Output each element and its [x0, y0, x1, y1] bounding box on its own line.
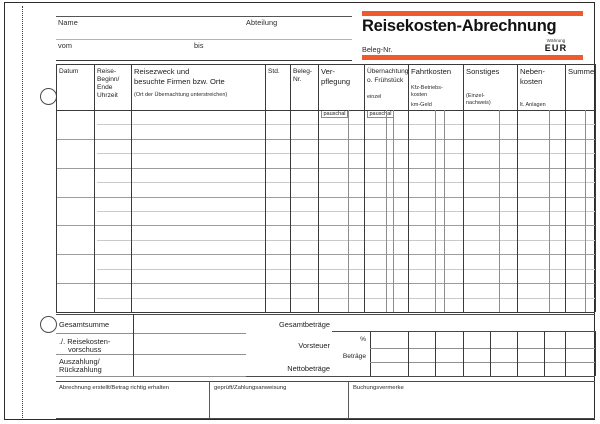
grid-line: [499, 110, 500, 312]
col-header-summe: Summe: [568, 67, 595, 76]
punch-hole-top: [40, 88, 57, 105]
col-header-fahrtkosten-s1: Kfz-Betriebs-: [411, 85, 443, 91]
col-header-uebernachtung-pauschal: pauschal: [367, 102, 394, 120]
col-header-zweck-note: (Ort der Übernachtung unterstreichen): [134, 92, 228, 98]
col-header-reisezeit-l1: Reise-: [97, 68, 117, 75]
footer-divider: [209, 381, 210, 418]
col-header-beleg-l1: Beleg-: [293, 68, 313, 75]
footer-label-geprueft: geprüft/Zahlungsanweisung: [214, 385, 287, 391]
grid-line: [56, 283, 595, 284]
col-header-sonstiges: Sonstiges: [466, 67, 500, 76]
summary-label-gesamtsumme: Gesamtsumme: [59, 320, 110, 329]
summary-label-vorschuss-l1: ./. Reisekosten-: [59, 337, 111, 346]
grid-line: [517, 64, 518, 312]
label-name: Name: [58, 18, 78, 27]
summary-label-nettobetraege: Nettobeträge: [287, 364, 330, 373]
grid-line: [435, 110, 436, 312]
grid-line: [97, 298, 595, 299]
grid-line: [56, 312, 595, 313]
summary-left-rule: [56, 354, 246, 355]
accent-bar-bottom: [362, 55, 583, 60]
tax-col-rule: [463, 331, 464, 376]
summary-left-rule: [56, 376, 246, 377]
tax-row-rule: [370, 348, 595, 349]
grid-line: [97, 124, 595, 125]
footer-block: [56, 381, 595, 419]
footer-divider: [348, 381, 349, 418]
grid-line: [463, 64, 464, 312]
col-header-uebernachtung-l1: Übernachtung: [367, 68, 409, 75]
grid-line: [97, 153, 595, 154]
grid-line: [364, 64, 365, 312]
col-header-zweck-l2: besuchte Firmen bzw. Orte: [134, 77, 225, 86]
col-header-nebenkosten-s1: lt. Anlagen: [520, 102, 546, 108]
grid-line: [56, 139, 595, 140]
summary-right-top: [246, 314, 595, 315]
col-header-verpflegung-l2: pflegung: [321, 77, 351, 86]
col-header-reisezeit-l3: Ende: [97, 84, 113, 91]
summary-label-percent: %: [360, 336, 366, 343]
page-title: Reisekosten-Abrechnung: [362, 17, 557, 35]
grid-line: [549, 110, 550, 312]
grid-line: [56, 64, 57, 312]
grid-line: [348, 110, 349, 312]
label-vom: vom: [58, 41, 73, 50]
name-rule: [56, 16, 352, 17]
title-block: [356, 2, 595, 62]
col-header-fahrtkosten: Fahrtkosten: [411, 67, 452, 76]
grid-line: [131, 64, 132, 312]
grid-line: [444, 110, 445, 312]
tax-grid-left: [370, 331, 371, 376]
summary-left-rule: [56, 314, 246, 315]
summary-label-betraege: Beträge: [342, 353, 366, 360]
header-fields: [56, 6, 352, 62]
footer-bottom-rule: [56, 418, 595, 419]
col-header-sonstiges-s1: (Einzel-: [466, 93, 485, 99]
summary-block: [56, 314, 595, 380]
tax-col-rule: [490, 331, 491, 376]
col-header-fahrtkosten-s3: km-Geld: [411, 102, 432, 108]
grid-line: [97, 269, 595, 270]
col-header-verpflegung-pauschal: pauschal: [321, 102, 348, 120]
summary-right-bottom: [246, 376, 595, 377]
grid-line: [56, 254, 595, 255]
tax-col-rule: [544, 331, 545, 376]
label-bis: bis: [194, 41, 204, 50]
footer-label-abrechnung: Abrechnung erstellt/Betrag richtig erhalten: [59, 385, 170, 391]
tax-col-rule: [595, 331, 596, 376]
grid-line: [56, 168, 595, 169]
footer-label-buchung: Buchungsvermerke: [353, 385, 404, 391]
col-header-uebernachtung-l2: o. Frühstück: [367, 77, 404, 84]
grid-line: [265, 64, 266, 312]
col-header-nebenkosten-l2: kosten: [520, 77, 543, 86]
tax-col-rule: [565, 331, 566, 376]
grid-line: [97, 240, 595, 241]
label-waehrung: Währung: [546, 38, 566, 43]
summary-left-divider: [133, 314, 134, 376]
punch-hole-bottom: [40, 316, 57, 333]
col-header-std: Std.: [268, 68, 280, 75]
col-header-zweck-l1: Reisezweck und: [134, 67, 190, 76]
expense-table: [56, 64, 595, 314]
col-header-fahrtkosten-s2: kosten: [411, 92, 428, 98]
grid-line: [408, 64, 409, 312]
col-header-beleg-l2: Nr.: [293, 76, 302, 83]
grid-line: [595, 64, 596, 312]
accent-bar-top: [362, 11, 583, 16]
footer-top-rule: [56, 381, 595, 382]
col-header-datum: Datum: [59, 68, 79, 75]
grid-line: [97, 211, 595, 212]
grid-line: [56, 110, 595, 111]
grid-line: [97, 182, 595, 183]
currency-value: EUR: [544, 43, 568, 53]
col-header-sonstiges-s2: nachweis): [466, 100, 491, 106]
grid-line: [393, 110, 394, 312]
header-bottom-rule: [56, 60, 352, 61]
grid-line: [318, 64, 319, 312]
col-header-verpflegung-l1: Ver-: [321, 67, 335, 76]
col-header-nebenkosten-l1: Neben-: [520, 67, 545, 76]
summary-label-vorsteuer: Vorsteuer: [298, 341, 330, 350]
grid-line: [56, 197, 595, 198]
grid-line: [94, 64, 95, 312]
tax-row-rule: [370, 362, 595, 363]
grid-line: [386, 110, 387, 312]
summary-label-auszahlung-l2: Rückzahlung: [59, 365, 102, 374]
label-abteilung: Abteilung: [246, 18, 278, 27]
grid-line: [585, 110, 586, 312]
grid-line: [290, 64, 291, 312]
vom-rule: [56, 39, 352, 40]
grid-line: [565, 64, 566, 312]
tax-col-rule: [408, 331, 409, 376]
col-header-uebernachtung-einzel: einzel: [367, 94, 382, 100]
tax-col-rule: [435, 331, 436, 376]
col-header-reisezeit-l2: Beginn/: [97, 76, 120, 83]
summary-label-vorschuss-l2: vorschuss: [68, 345, 102, 354]
tax-col-rule: [517, 331, 518, 376]
col-header-reisezeit-l4: Uhrzeit: [97, 92, 118, 99]
grid-line: [56, 225, 595, 226]
perforation-line: [22, 6, 23, 418]
summary-left-rule: [56, 333, 246, 334]
summary-label-auszahlung-l1: Auszahlung/: [59, 357, 100, 366]
summary-label-gesamtbetraege: Gesamtbeträge: [279, 320, 330, 329]
label-beleg-nr: Beleg-Nr.: [362, 45, 393, 54]
grid-line: [56, 64, 595, 65]
